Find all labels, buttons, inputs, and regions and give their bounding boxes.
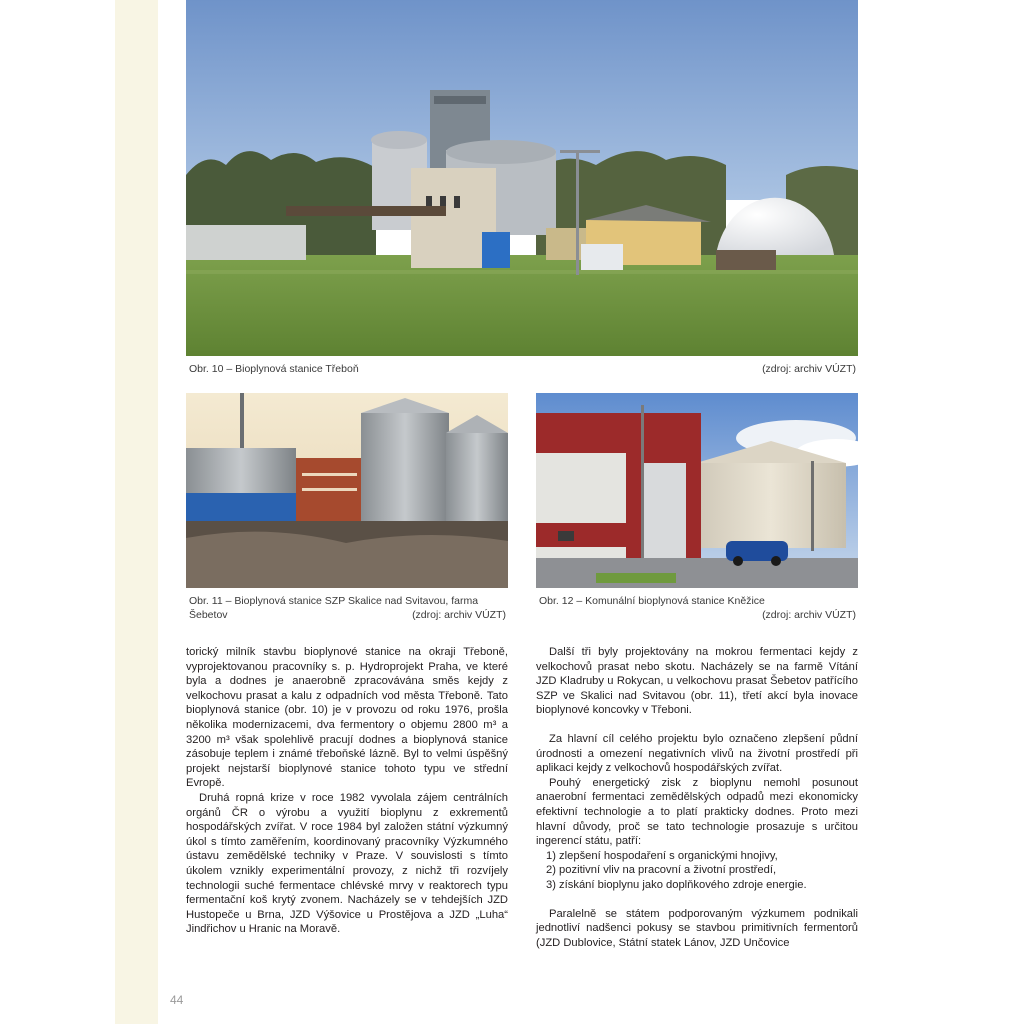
- figure-12-title: Obr. 12 – Komunální bioplynová stanice Kněžice: [539, 595, 765, 607]
- left-paragraph-2: Druhá ropná krize v roce 1982 vyvolala zájem centrálních orgánů ČR o výrobu a využití bioplynu z exkrementů hospodářských zvířat. V roce 1984 byl založen státní výzkumný úkol s tímto zaměřením, koordinovaný pracovníky Výzkumného ústavu zemědělské techniky v Praze. V souvislosti s tímto úkolem vznikly experimentální provozy, z nichž tři rozvíjely technologii suché fermentace chlévské mrvy v reaktorech typu fermentační koš krytý zvonem. Nacházely se v tehdejších JZD Hustopeče u Brna, JZD Výšovice u Prostějova a JZD „Luha“ Jindřichov u Hranic na Moravě.: [186, 791, 508, 936]
- figure-12-source: (zdroj: archiv VÚZT): [762, 609, 856, 621]
- right-paragraph-1: Další tři byly projektovány na mokrou fermentaci kejdy z velkochovů prasat nebo skotu. Nacházely se na farmě Vítání JZD Kladruby u Rokycan, u velkochovu prasat Šebetov patřícího SZP ve Skalici nad Svitavou (obr. 11), třetí akcí byla inovace bioplynové koncovky v Třeboni.: [536, 646, 858, 717]
- list-item: 1) zlepšení hospodaření s organickými hnojivy,: [546, 849, 778, 862]
- page-number: 44: [170, 993, 184, 1007]
- right-paragraph-2: Za hlavní cíl celého projektu bylo označeno zlepšení půdní úrodnosti a omezení negativních vlivů na životní prostředí při aplikaci kejdy z velkochovů hospodářských zvířat.: [536, 732, 858, 775]
- figure-11-title-line2: Šebetov: [189, 609, 228, 621]
- photo-biogas-station-skalice: [186, 393, 508, 588]
- photo-biogas-station-knezice: [536, 393, 858, 588]
- figure-11-caption: [189, 594, 506, 624]
- left-paragraph-1: torický milník stavbu bioplynové stanice na okraji Třeboně, vyprojektovanou pracovníky s. p. Hydroprojekt Praha, ve které byla a dodnes je anaerobně zpracovávána směs kejdy z velkochovu prasat a kalu z odpadních vod města Třeboně. Tato bioplynová stanice (obr. 10) je v provozu od roku 1976, prošla několika modernizacemi, dva fermentory o objemu 2800 m³ a 3200 m³ však spolehlivě pracují dodnes a bioplynová stanice zásobuje teplem i známé třeboňské lázně. Byl to velmi úspěšný projekt nejstarší bioplynové stanice tohoto typu ve střední Evropě.: [186, 646, 508, 790]
- figure-10-title: Obr. 10 – Bioplynová stanice Třeboň: [189, 363, 359, 375]
- figure-10-caption: [189, 362, 856, 376]
- left-text-column: [186, 645, 508, 937]
- page-margin-strip: [115, 0, 158, 1024]
- list-item: 2) pozitivní vliv na pracovní a životní prostředí,: [546, 864, 777, 877]
- figure-11-source: (zdroj: archiv VÚZT): [412, 609, 506, 621]
- benefits-list: [536, 849, 858, 893]
- figure-11-title-line1: Obr. 11 – Bioplynová stanice SZP Skalice nad Svitavou, farma: [189, 595, 479, 607]
- photo-biogas-station-trebon: [186, 0, 858, 356]
- figure-12-caption: [539, 594, 856, 624]
- right-text-column: [536, 645, 858, 950]
- right-paragraph-3: Pouhý energetický zisk z bioplynu nemohl posunout anaerobní fermentaci zemědělských odpadů mezi ekonomicky efektivní technologie a to platí prakticky dodnes. Proto mezi hlavní důvody, proč se tato technologie prosazuje s určitou ingerencí státu, patří:: [536, 776, 858, 848]
- figure-10-source: (zdroj: archiv VÚZT): [762, 363, 856, 375]
- list-item: 3) získání bioplynu jako doplňkového zdroje energie.: [546, 878, 807, 891]
- right-paragraph-4: Paralelně se státem podporovaným výzkumem podnikali jednotliví nadšenci pokusy se stavbou primitivních fermentorů (JZD Dublovice, Státní statek Lánov, JZD Unčovice: [536, 907, 858, 949]
